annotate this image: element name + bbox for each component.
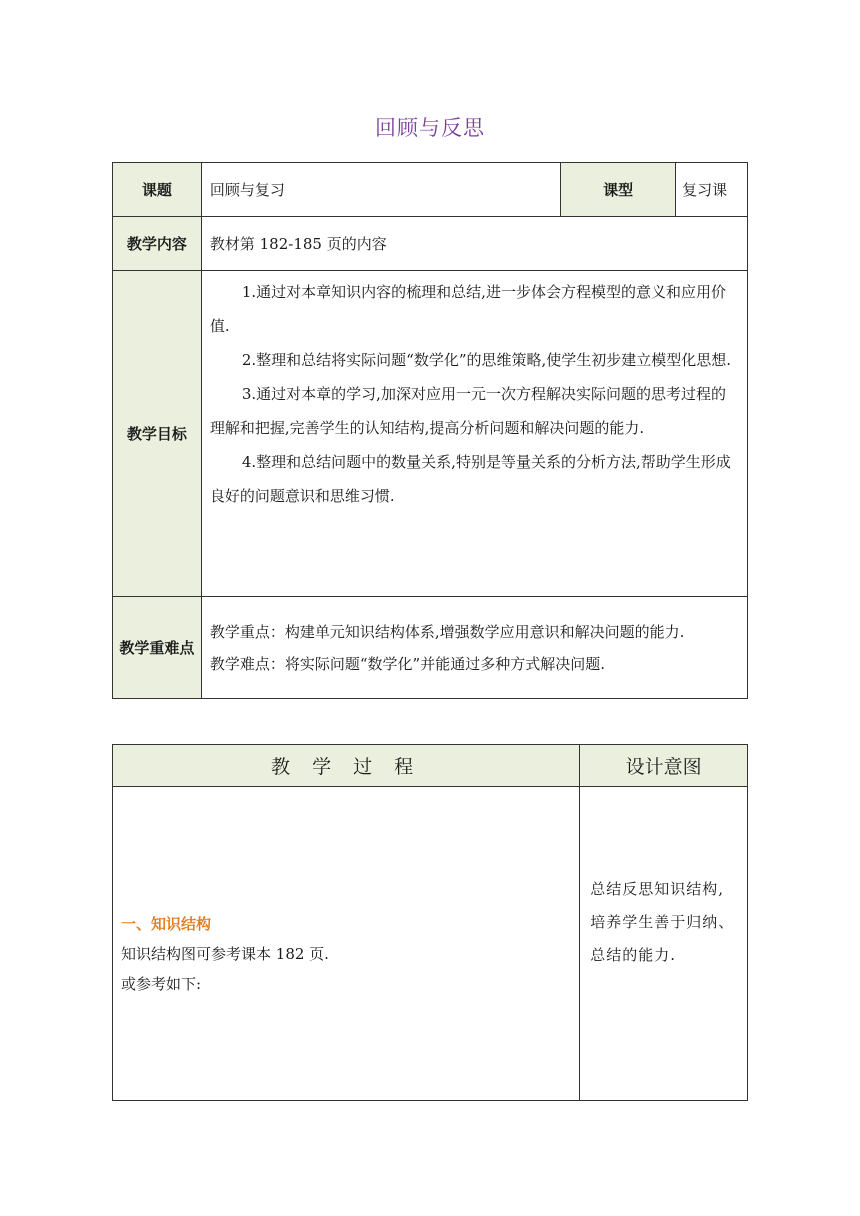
goals-cell	[201, 271, 747, 597]
topic-value: 回顾与复习	[201, 163, 560, 217]
type-label: 课型	[561, 163, 676, 217]
goal-2: 2.整理和总结将实际问题“数学化”的思维策略,使学生初步建立模型化思想.	[241, 351, 732, 369]
goals-label: 教学目标	[113, 271, 202, 597]
goal-4: 4.整理和总结问题中的数量关系,特别是等量关系的分析方法,帮助学生形成良好的问题意识和思维习惯.	[209, 453, 731, 505]
intent-column-header: 设计意图	[580, 745, 748, 787]
goal-3: 3.通过对本章的学习,加深对应用一元一次方程解决实际问题的思考过程的理解和把握,完善学生的认知结构,提高分析问题和解决问题的能力.	[209, 385, 726, 437]
lesson-info-table	[112, 162, 748, 699]
content-value: 教材第 182-185 页的内容	[201, 217, 747, 271]
teaching-process-table	[112, 744, 748, 1101]
goals-row	[113, 271, 748, 597]
page-title: 回顾与反思	[375, 116, 485, 140]
content-row	[113, 217, 748, 271]
type-value: 复习课	[676, 163, 748, 217]
topic-label: 课题	[113, 163, 202, 217]
keypoint-difficulty: 教学难点：将实际问题“数学化”并能通过多种方式解决问题.	[209, 654, 605, 673]
keypoints-row	[113, 597, 748, 699]
process-line-2: 或参考如下:	[121, 974, 202, 993]
keypoint-focus: 教学重点：构建单元知识结构体系,增强数学应用意识和解决问题的能力.	[209, 622, 685, 641]
keypoints-cell	[201, 597, 747, 699]
content-label: 教学内容	[113, 217, 202, 271]
goal-1: 1.通过对本章知识内容的梳理和总结,进一步体会方程模型的意义和应用价值.	[209, 283, 726, 335]
process-cell	[113, 787, 580, 1101]
process-header-row	[113, 745, 748, 787]
intent-line-1: 总结反思知识结构,	[590, 880, 724, 898]
intent-line-2: 培养学生善于归纳、	[590, 913, 735, 931]
section-title: 一、知识结构	[121, 914, 212, 933]
process-column-header: 教 学 过 程	[113, 745, 580, 787]
intent-line-3: 总结的能力.	[590, 946, 676, 964]
intent-cell	[580, 787, 748, 1101]
keypoints-label: 教学重难点	[113, 597, 202, 699]
topic-row	[113, 163, 748, 217]
process-body-row	[113, 787, 748, 1101]
process-line-1: 知识结构图可参考课本 182 页.	[121, 944, 329, 963]
